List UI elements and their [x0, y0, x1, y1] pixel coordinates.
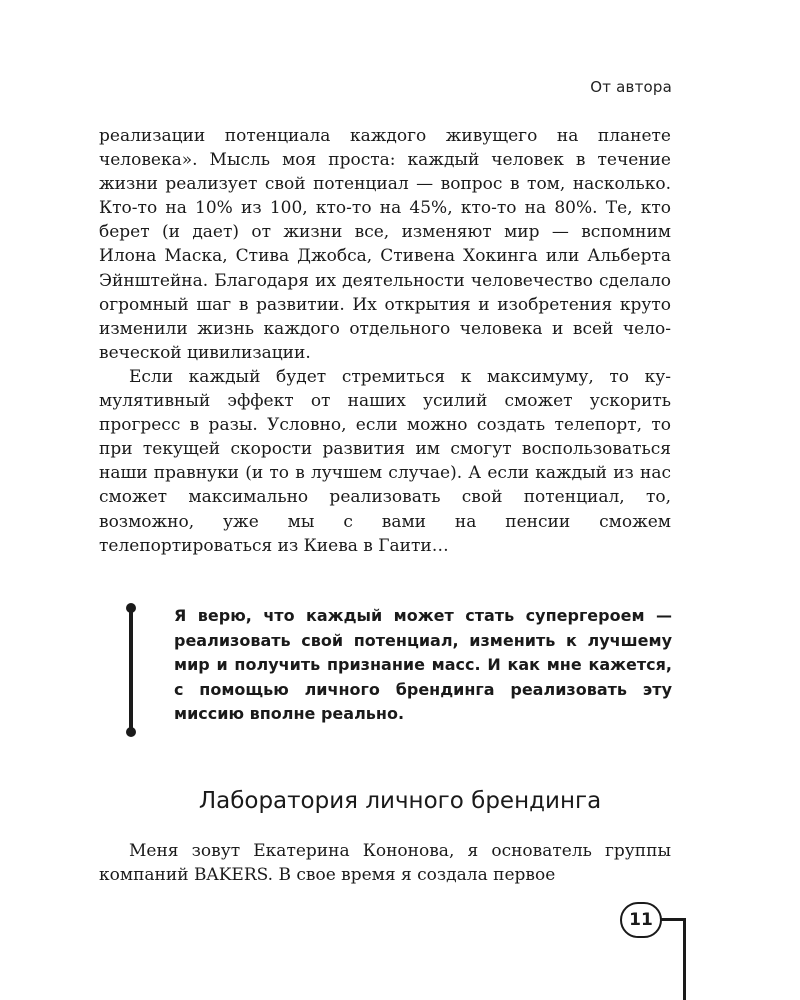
paragraph-3: Меня зовут Екатерина Кононова, я основатель группы компаний BAKERS. В свое время я создала первое: [99, 841, 671, 886]
section-heading: Лаборатория личного брендинга: [198, 788, 602, 814]
pull-quote: [122, 603, 682, 735]
quote-bar-decoration: [129, 607, 133, 731]
quote-dot-top-icon: [126, 603, 136, 613]
page-number: 11: [620, 902, 662, 938]
quote-dot-bottom-icon: [126, 727, 136, 737]
running-head: От автора: [590, 78, 672, 96]
quote-text: Я верю, что каждый может стать супергероем — реализовать свой потенциал, изменить к лучшему мир и получить признание масс. И как мне кажется, с помощью личного брендинга реализовать эту миссию вполне реально.: [174, 606, 672, 723]
body-text-bottom: [99, 839, 671, 887]
folio-line-vertical: [683, 918, 686, 1000]
paragraph-1: реализации потенциала каждого живущего на планете человека». Мысль моя проста: каждый человек в течение жизни реализует свой потенциал — вопрос в том, насколько. Кто-то на 10% из 100, кто-то на 45%, кто-то на 80%. Те, кто берет (и дает) от жизни все, изменяют мир — вспомним Илона Маска, Стива Джобса, Стивена Хокинга или Альберта Эйнштейна. Благодаря их деятельности человечество сделало огромный шаг в развитии. Их открытия и изобретения круто изменили жизнь каждого отдельного человека и всей человеческой цивилизации.: [99, 126, 671, 363]
body-text-top: [99, 124, 671, 558]
paragraph-2: Если каждый будет стремиться к максимуму, то кумулятивный эффект от наших усилий сможет ускорить прогресс в разы. Условно, если можно создать телепорт, то при текущей скорости развития им смогут воспользоваться наши правнуки (и то в лучшем случае). А если каждый из нас сможет максимально реализовать свой потенциал, то, возможно, уже мы с вами на пенсии сможем телепортироваться из Киева в Гаити…: [99, 366, 671, 556]
folio-line-horizontal: [661, 918, 685, 921]
